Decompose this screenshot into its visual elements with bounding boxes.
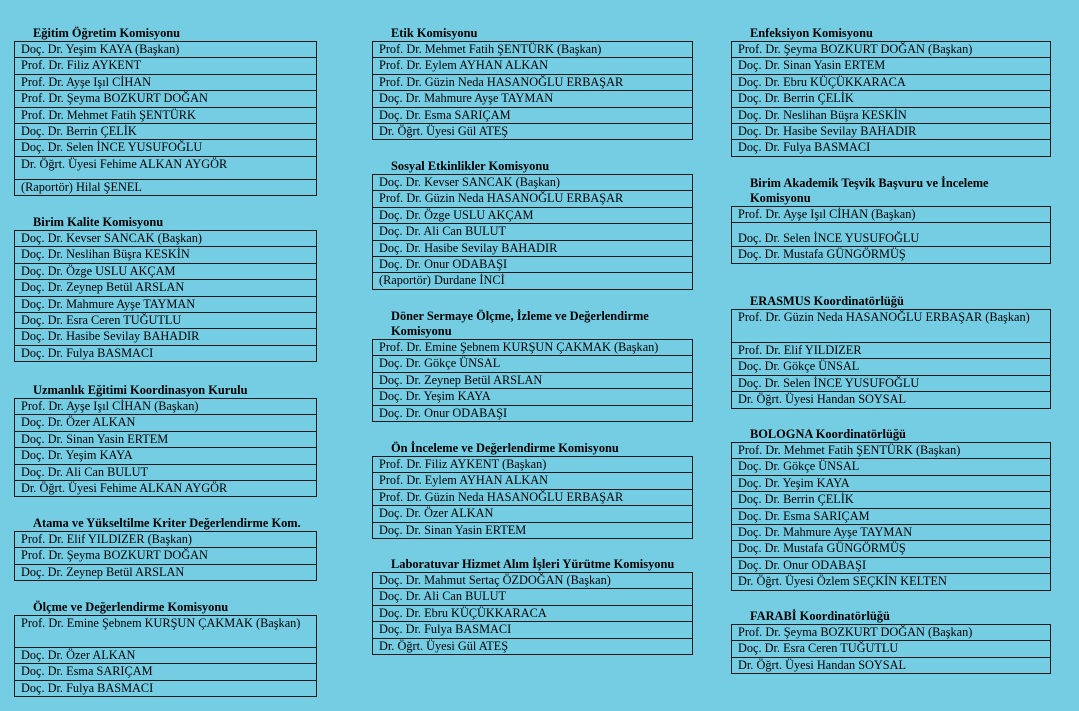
table-row xyxy=(373,622,693,638)
member-name: Doç. Dr. Mustafa GÜNGÖRMÜŞ xyxy=(732,541,1051,557)
member-name: (Raportör) Hilal ŞENEL xyxy=(15,179,317,195)
table-row xyxy=(15,313,317,329)
table-row xyxy=(732,508,1051,524)
table-row xyxy=(373,457,693,473)
table-row xyxy=(732,443,1051,459)
table-row xyxy=(732,392,1051,408)
member-name: Doç. Dr. Yeşim KAYA xyxy=(373,389,693,405)
committee-farabi-koordinatorlugu xyxy=(731,609,1051,674)
member-name: Doç. Dr. Esra Ceren TUĞUTLU xyxy=(15,313,317,329)
table-row xyxy=(373,42,693,58)
member-table xyxy=(372,572,693,655)
member-name: Doç. Dr. Hasibe Sevilay BAHADIR xyxy=(732,124,1051,140)
table-row xyxy=(15,296,317,312)
member-name: Prof. Dr. Emine Şebnem KURŞUN ÇAKMAK (Başkan) xyxy=(15,616,317,648)
table-row xyxy=(732,641,1051,657)
member-name: Prof. Dr. Filiz AYKENT (Başkan) xyxy=(373,457,693,473)
committee-title: Atama ve Yükseltilme Kriter Değerlendirme Kom. xyxy=(33,516,301,530)
member-name: Doç. Dr. Sinan Yasin ERTEM xyxy=(15,431,317,447)
member-name: Doç. Dr. Kevser SANCAK (Başkan) xyxy=(373,175,693,191)
member-name: Doç. Dr. Berrin ÇELİK xyxy=(732,91,1051,107)
table-row xyxy=(373,107,693,123)
member-name: Doç. Dr. Mahmure Ayşe TAYMAN xyxy=(732,525,1051,541)
member-table xyxy=(372,339,693,422)
member-name: Doç. Dr. Sinan Yasin ERTEM xyxy=(732,58,1051,74)
table-row xyxy=(373,58,693,74)
table-row xyxy=(732,247,1051,263)
committee-laboratuvar-hizmet-alim-i-sleri-yurutme-komisyonu xyxy=(372,557,693,655)
member-name: Prof. Dr. Güzin Neda HASANOĞLU ERBAŞAR (Başkan) xyxy=(732,310,1051,343)
table-row xyxy=(732,541,1051,557)
table-row xyxy=(373,273,693,289)
table-row xyxy=(15,532,317,548)
table-row xyxy=(732,625,1051,641)
table-row xyxy=(15,345,317,361)
table-row xyxy=(373,589,693,605)
table-row xyxy=(15,58,317,74)
member-name: Doç. Dr. Ebru KÜÇÜKKARACA xyxy=(373,605,693,621)
table-row xyxy=(15,107,317,123)
table-row xyxy=(732,58,1051,74)
member-name: Dr. Öğrt. Üyesi Gül ATEŞ xyxy=(373,638,693,654)
member-table xyxy=(731,442,1051,591)
table-row xyxy=(15,448,317,464)
member-name: Doç. Dr. Sinan Yasin ERTEM xyxy=(373,522,693,538)
member-name: Doç. Dr. Onur ODABAŞI xyxy=(373,257,693,273)
table-row xyxy=(373,340,693,356)
table-row xyxy=(732,107,1051,123)
member-name: Doç. Dr. Selen İNCE YUSUFOĞLU xyxy=(732,223,1051,247)
member-name: Doç. Dr. Gökçe ÜNSAL xyxy=(732,359,1051,375)
table-row xyxy=(15,179,317,195)
committee-birim-kalite-komisyonu xyxy=(14,215,317,362)
table-row xyxy=(15,664,317,680)
table-row xyxy=(373,207,693,223)
table-row xyxy=(732,42,1051,58)
member-name: Doç. Dr. Neslihan Büşra KESKİN xyxy=(15,247,317,263)
committee-bologna-koordinatorlugu xyxy=(731,427,1051,591)
table-row xyxy=(15,231,317,247)
member-name: Prof. Dr. Elif YILDIZER xyxy=(732,343,1051,359)
committee-title: Birim Akademik Teşvik Başvuru ve İnceleme Komisyonu xyxy=(750,176,989,205)
member-table xyxy=(14,398,317,497)
table-row xyxy=(373,405,693,421)
table-row xyxy=(732,343,1051,359)
committee-title: Birim Kalite Komisyonu xyxy=(33,215,164,229)
committee-erasmus-koordinatorlugu xyxy=(731,294,1051,409)
member-table xyxy=(14,41,317,196)
table-row xyxy=(15,616,317,648)
committee-birim-akademik-tesvik-basvuru-ve-i-nceleme-komisyonu xyxy=(731,176,1051,264)
member-name: Prof. Dr. Elif YILDIZER (Başkan) xyxy=(15,532,317,548)
table-row xyxy=(15,481,317,497)
table-row xyxy=(15,464,317,480)
table-row xyxy=(373,175,693,191)
committee-title: Sosyal Etkinlikler Komisyonu xyxy=(391,159,550,173)
member-name: Doç. Dr. Özge USLU AKÇAM xyxy=(15,263,317,279)
member-name: Prof. Dr. Emine Şebnem KURŞUN ÇAKMAK (Başkan) xyxy=(373,340,693,356)
member-name: Doç. Dr. Berrin ÇELİK xyxy=(15,124,317,140)
member-table xyxy=(372,456,693,539)
member-name: Doç. Dr. Yeşim KAYA xyxy=(15,448,317,464)
member-table xyxy=(372,174,693,290)
committee-title: Enfeksiyon Komisyonu xyxy=(750,26,873,40)
member-name: Prof. Dr. Şeyma BOZKURT DOĞAN xyxy=(15,91,317,107)
table-row xyxy=(373,573,693,589)
table-row xyxy=(732,310,1051,343)
table-row xyxy=(373,473,693,489)
table-row xyxy=(373,240,693,256)
table-row xyxy=(15,263,317,279)
member-name: Doç. Dr. Mahmure Ayşe TAYMAN xyxy=(373,91,693,107)
member-name: Prof. Dr. Şeyma BOZKURT DOĞAN xyxy=(15,548,317,564)
table-row xyxy=(732,74,1051,90)
table-row xyxy=(15,140,317,156)
table-row xyxy=(732,574,1051,590)
member-name: Dr. Öğrt. Üyesi Handan SOYSAL xyxy=(732,392,1051,408)
member-name: Prof. Dr. Şeyma BOZKURT DOĞAN (Başkan) xyxy=(732,625,1051,641)
table-row xyxy=(373,389,693,405)
member-name: Prof. Dr. Mehmet Fatih ŞENTÜRK (Başkan) xyxy=(732,443,1051,459)
member-name: Doç. Dr. Selen İNCE YUSUFOĞLU xyxy=(15,140,317,156)
member-name: Doç. Dr. Neslihan Büşra KESKİN xyxy=(732,107,1051,123)
committee-on-i-nceleme-ve-degerlendirme-komisyonu xyxy=(372,441,693,539)
table-row xyxy=(373,638,693,654)
table-row xyxy=(732,492,1051,508)
member-name: Doç. Dr. Esma SARIÇAM xyxy=(373,107,693,123)
member-name: Prof. Dr. Ayşe Işıl CİHAN xyxy=(15,74,317,90)
table-row xyxy=(15,648,317,664)
table-row xyxy=(732,140,1051,156)
member-name: Prof. Dr. Mehmet Fatih ŞENTÜRK (Başkan) xyxy=(373,42,693,58)
member-name: Doç. Dr. Hasibe Sevilay BAHADIR xyxy=(15,329,317,345)
table-row xyxy=(373,74,693,90)
member-name: (Raportör) Durdane İNCİ xyxy=(373,273,693,289)
table-row xyxy=(15,156,317,179)
member-name: Dr. Öğrt. Üyesi Gül ATEŞ xyxy=(373,124,693,140)
member-name: Doç. Dr. Mahmut Sertaç ÖZDOĞAN (Başkan) xyxy=(373,573,693,589)
table-row xyxy=(732,375,1051,391)
table-row xyxy=(15,431,317,447)
member-name: Doç. Dr. Onur ODABAŞI xyxy=(732,557,1051,573)
committee-title: Laboratuvar Hizmet Alım İşleri Yürütme Komisyonu xyxy=(391,557,675,571)
table-row xyxy=(732,124,1051,140)
committee-title: Etik Komisyonu xyxy=(391,26,478,40)
table-row xyxy=(373,605,693,621)
member-name: Doç. Dr. Esma SARIÇAM xyxy=(15,664,317,680)
table-row xyxy=(15,91,317,107)
committee-title: Uzmanlık Eğitimi Koordinasyon Kurulu xyxy=(33,383,248,397)
table-row xyxy=(373,124,693,140)
member-name: Prof. Dr. Eylem AYHAN ALKAN xyxy=(373,58,693,74)
table-row xyxy=(373,489,693,505)
table-row xyxy=(732,359,1051,375)
table-row xyxy=(15,124,317,140)
member-table xyxy=(731,41,1051,157)
member-name: Prof. Dr. Mehmet Fatih ŞENTÜRK xyxy=(15,107,317,123)
table-row xyxy=(15,564,317,580)
table-row xyxy=(732,657,1051,673)
member-name: Dr. Öğrt. Üyesi Fehime ALKAN AYGÖR xyxy=(15,481,317,497)
table-row xyxy=(15,680,317,696)
table-row xyxy=(732,557,1051,573)
member-name: Prof. Dr. Ayşe Işıl CİHAN (Başkan) xyxy=(732,207,1051,223)
member-name: Doç. Dr. Mustafa GÜNGÖRMÜŞ xyxy=(732,247,1051,263)
member-name: Doç. Dr. Fulya BASMACI xyxy=(732,140,1051,156)
table-row xyxy=(15,399,317,415)
table-row xyxy=(15,42,317,58)
member-name: Doç. Dr. Kevser SANCAK (Başkan) xyxy=(15,231,317,247)
member-name: Doç. Dr. Berrin ÇELİK xyxy=(732,492,1051,508)
member-name: Doç. Dr. Mahmure Ayşe TAYMAN xyxy=(15,296,317,312)
member-name: Prof. Dr. Şeyma BOZKURT DOĞAN (Başkan) xyxy=(732,42,1051,58)
table-row xyxy=(15,548,317,564)
member-name: Prof. Dr. Eylem AYHAN ALKAN xyxy=(373,473,693,489)
committee-title: Ölçme ve Değerlendirme Komisyonu xyxy=(33,600,229,614)
table-row xyxy=(373,506,693,522)
member-name: Doç. Dr. Yeşim KAYA (Başkan) xyxy=(15,42,317,58)
member-name: Doç. Dr. Ebru KÜÇÜKKARACA xyxy=(732,74,1051,90)
member-table xyxy=(372,41,693,140)
member-name: Doç. Dr. Ali Can BULUT xyxy=(373,224,693,240)
committee-title: Eğitim Öğretim Komisyonu xyxy=(33,26,181,40)
committee-title: ERASMUS Koordinatörlüğü xyxy=(750,294,904,308)
committee-uzmanlik-egitimi-koordinasyon-kurulu xyxy=(14,383,317,497)
committee-sosyal-etkinlikler-komisyonu xyxy=(372,159,693,290)
table-row xyxy=(373,191,693,207)
member-name: Prof. Dr. Filiz AYKENT xyxy=(15,58,317,74)
table-row xyxy=(373,224,693,240)
committee-olcme-ve-degerlendirme-komisyonu xyxy=(14,600,317,697)
table-row xyxy=(373,372,693,388)
member-name: Doç. Dr. Gökçe ÜNSAL xyxy=(373,356,693,372)
committee-title: FARABİ Koordinatörlüğü xyxy=(750,609,890,623)
member-name: Doç. Dr. Ali Can BULUT xyxy=(15,464,317,480)
member-name: Doç. Dr. Gökçe ÜNSAL xyxy=(732,459,1051,475)
member-name: Doç. Dr. Fulya BASMACI xyxy=(373,622,693,638)
committee-title: Döner Sermaye Ölçme, İzleme ve Değerlendirme Komisyonu xyxy=(391,309,649,338)
member-table xyxy=(731,624,1051,674)
member-table xyxy=(731,206,1051,264)
member-name: Prof. Dr. Güzin Neda HASANOĞLU ERBAŞAR xyxy=(373,74,693,90)
table-row xyxy=(732,525,1051,541)
table-row xyxy=(373,522,693,538)
table-row xyxy=(15,247,317,263)
member-name: Prof. Dr. Ayşe Işıl CİHAN (Başkan) xyxy=(15,399,317,415)
member-name: Doç. Dr. Selen İNCE YUSUFOĞLU xyxy=(732,375,1051,391)
member-name: Dr. Öğrt. Üyesi Handan SOYSAL xyxy=(732,657,1051,673)
table-row xyxy=(732,223,1051,247)
table-row xyxy=(15,415,317,431)
member-name: Doç. Dr. Esma SARIÇAM xyxy=(732,508,1051,524)
member-name: Doç. Dr. Fulya BASMACI xyxy=(15,680,317,696)
committee-title: BOLOGNA Koordinatörlüğü xyxy=(750,427,906,441)
table-row xyxy=(732,475,1051,491)
member-name: Doç. Dr. Zeynep Betül ARSLAN xyxy=(15,564,317,580)
table-row xyxy=(732,91,1051,107)
member-name: Dr. Öğrt. Üyesi Fehime ALKAN AYGÖR xyxy=(15,156,317,179)
member-name: Doç. Dr. Hasibe Sevilay BAHADIR xyxy=(373,240,693,256)
member-name: Doç. Dr. Özer ALKAN xyxy=(373,506,693,522)
member-name: Dr. Öğrt. Üyesi Özlem SEÇKİN KELTEN xyxy=(732,574,1051,590)
member-name: Doç. Dr. Yeşim KAYA xyxy=(732,475,1051,491)
table-row xyxy=(15,329,317,345)
table-row xyxy=(15,280,317,296)
table-row xyxy=(15,74,317,90)
member-name: Doç. Dr. Özge USLU AKÇAM xyxy=(373,207,693,223)
member-name: Prof. Dr. Güzin Neda HASANOĞLU ERBAŞAR xyxy=(373,191,693,207)
committee-enfeksiyon-komisyonu xyxy=(731,26,1051,157)
committee-etik-komisyonu xyxy=(372,26,693,140)
member-table xyxy=(14,615,317,697)
committee-egitim-ogretim-komisyonu xyxy=(14,26,317,196)
member-name: Prof. Dr. Güzin Neda HASANOĞLU ERBAŞAR xyxy=(373,489,693,505)
table-row xyxy=(732,459,1051,475)
member-name: Doç. Dr. Esra Ceren TUĞUTLU xyxy=(732,641,1051,657)
committee-doner-sermaye-olcme-i-zleme-ve-degerlendirme-komisyonu xyxy=(372,309,693,422)
member-name: Doç. Dr. Zeynep Betül ARSLAN xyxy=(373,372,693,388)
member-name: Doç. Dr. Onur ODABAŞI xyxy=(373,405,693,421)
committee-title: Ön İnceleme ve Değerlendirme Komisyonu xyxy=(391,441,619,455)
member-name: Doç. Dr. Özer ALKAN xyxy=(15,648,317,664)
member-table xyxy=(14,230,317,362)
committee-atama-ve-yukseltilme-kriter-degerlendirme-kom xyxy=(14,516,317,581)
table-row xyxy=(373,356,693,372)
member-table xyxy=(14,531,317,581)
member-name: Doç. Dr. Fulya BASMACI xyxy=(15,345,317,361)
member-name: Doç. Dr. Zeynep Betül ARSLAN xyxy=(15,280,317,296)
table-row xyxy=(373,91,693,107)
member-name: Doç. Dr. Ali Can BULUT xyxy=(373,589,693,605)
table-row xyxy=(732,207,1051,223)
member-table xyxy=(731,309,1051,409)
member-name: Doç. Dr. Özer ALKAN xyxy=(15,415,317,431)
table-row xyxy=(373,257,693,273)
